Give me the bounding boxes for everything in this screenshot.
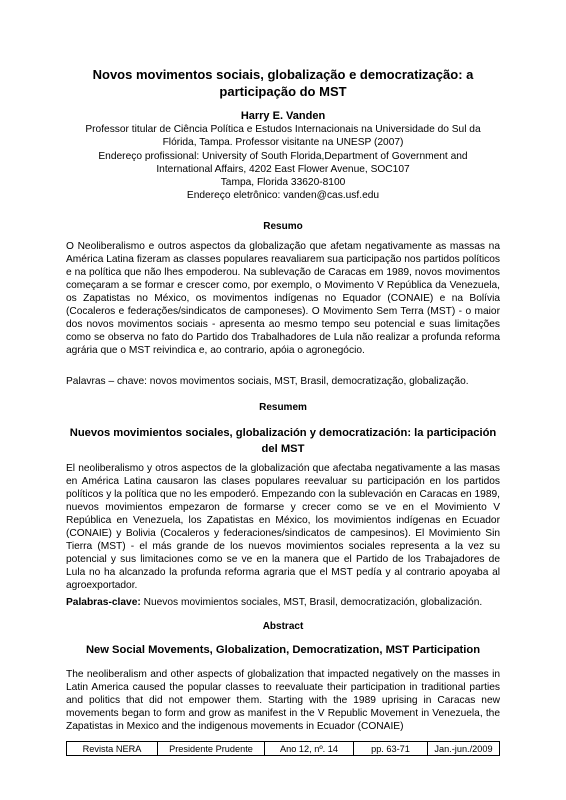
footer-journal: Revista NERA bbox=[67, 742, 158, 756]
footer-date: Jan.-jun./2009 bbox=[428, 742, 500, 756]
journal-footer bbox=[66, 741, 500, 756]
palavras-chave: Palavras – chave: novos movimentos sociais, MST, Brasil, democratização, globalização. bbox=[66, 376, 469, 387]
resumo-heading: Resumo bbox=[263, 221, 303, 232]
palabras-clave-label: Palabras-clave: bbox=[66, 597, 141, 608]
author-affiliation bbox=[66, 123, 500, 203]
abstract-body: The neoliberalism and other aspects of globalization that impacted negatively on the masses in Latin America caused the popular classes to reevaluate their participation in traditional parties and politics that did not empower them. Starting with the 1989 uprising in Caracas new movements began to form and grow as manifest in the V Republic Movement in Venezuela, the Zapatistas in Mexico and the indigenous movements in Ecuador (CONAIE) bbox=[66, 669, 500, 732]
spanish-title: Nuevos movimientos sociales, globalización y democratización: la participación del MST bbox=[69, 427, 497, 455]
author-name: Harry E. Vanden bbox=[240, 110, 326, 122]
resumo-body: O Neoliberalismo e outros aspectos da globalização que afetam negativamente as massas na América Latina fizeram as classes populares reavaliarem sua participação nos partidos políticos e na política que não lhes empoderou. Na sublevação de Caracas em 1989, novos movimentos começaram a se formar e crescer como, por exemplo, o Movimento V República da Venezuela, os Zapatistas no México, os movimentos indígenas no Equador (CONAIE) e na Bolívia (Cocaleros e federações/sindicatos de camponeses). O Movimento Sem Terra (MST) - o maior dos novos movimentos sociais - apresenta ao mesmo tempo seu potencial e suas limitações como se observa no fato do Partido dos Trabalhadores de Lula não realizar a profunda reforma agrária que o MST reivindica e, ao contrario, apóia o agronegócio. bbox=[66, 241, 500, 356]
article-title: Novos movimentos sociais, globalização e democratização: a participação do MST bbox=[92, 67, 474, 99]
affiliation-line: Tampa, Florida 33620-8100 bbox=[220, 177, 346, 189]
english-title: New Social Movements, Globalization, Democratization, MST Participation bbox=[85, 644, 481, 656]
resumem-body: El neoliberalismo y otros aspectos de la globalización que afectaba negativamente a las masas en América Latina causaron las clases populares reevaluar su participación en los partidos políticos y la política que no les empoderó. Empezando con la sublevación en Caracas en 1989, nuevos movimientos empezaron de formarse y crecer como se ve en el Movimiento V República en Venezuela, los Zapatistas en México, los movimientos indígenas en Ecuador (CONAIE) y Bolivia (Cocaleros y federaciones/sindicatos de campesinos). El Movimiento Sin Tierra (MST) - el más grande de los nuevos movimientos sociales representa a la vez su potencial y sus limitaciones como se ve en la manera que el Partido de los Trabajadores de Lula no ha alcanzado la profunda reforma agraria que el MST pedía y al contrario apoyaba al agroexportador. bbox=[66, 463, 500, 591]
abstract-heading: Abstract bbox=[262, 621, 304, 632]
affiliation-line: International Affairs, 4202 East Flower Avenue, SOC107 bbox=[156, 163, 410, 175]
affiliation-line: Flórida, Tampa. Professor visitante na UNESP (2007) bbox=[162, 137, 404, 149]
affiliation-line: Endereço profissional: University of South Florida,Department of Government and bbox=[98, 150, 468, 162]
affiliation-line: Endereço eletrônico: vanden@cas.usf.edu bbox=[186, 190, 380, 202]
resumem-heading: Resumem bbox=[259, 402, 307, 413]
palabras-clave bbox=[66, 597, 500, 608]
footer-issue: Ano 12, nº. 14 bbox=[265, 742, 354, 756]
palabras-clave-text: Nuevos movimientos sociales, MST, Brasil, democratización, globalización. bbox=[140, 597, 483, 608]
footer-place: Presidente Prudente bbox=[158, 742, 265, 756]
affiliation-line: Professor titular de Ciência Política e Estudos Internacionais na Universidade do Sul da bbox=[85, 124, 481, 135]
footer-pages: pp. 63-71 bbox=[354, 742, 428, 756]
